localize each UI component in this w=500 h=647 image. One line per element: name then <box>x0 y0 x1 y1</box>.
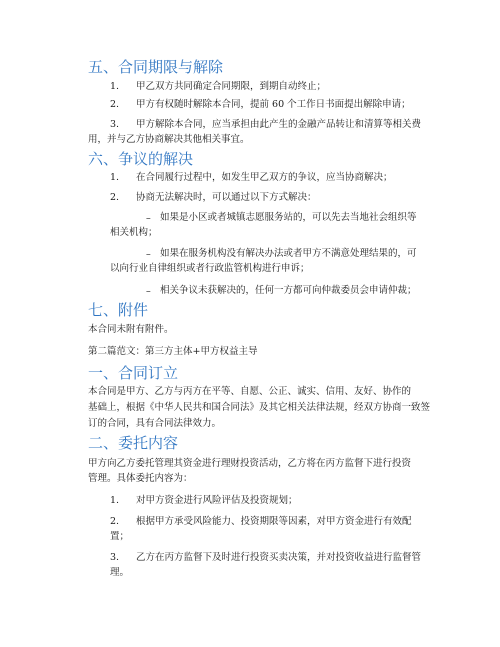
section-heading-contract-formation: 一、合同订立 <box>88 364 179 382</box>
list-item-text: 协商无法解决时，可以通过以下方式解决： <box>136 192 317 203</box>
list-item-text: 乙方在丙方监督下及时进行投资买卖决策，并对投资收益进行监督管 <box>136 552 422 563</box>
list-number: 1. <box>110 81 120 92</box>
list-item-text-continued: 理。 <box>110 567 130 578</box>
list-item-text: 甲方解除本合同，应当承担由此产生的金融产品转让和清算等相关费 <box>136 119 422 130</box>
list-item-text: 对甲方资金进行风险评估及投资规划； <box>136 495 298 506</box>
paragraph-line: 基础上，根据《中华人民共和国合同法》及其它相关法律法规，经双方协商一致签 <box>88 402 431 413</box>
sublist-item-text: 相关争议未获解决的，任何一方都可向仲裁委员会申请仲裁； <box>160 285 417 296</box>
paragraph-line: 本合同是甲方、乙方与丙方在平等、自愿、公正、诚实、信用、友好、协作的 <box>88 386 412 397</box>
list-number: 2. <box>110 99 120 110</box>
second-template-label: 第二篇范文：第三方主体+甲方权益主导 <box>88 346 258 357</box>
sublist-dash: – <box>146 286 151 297</box>
sublist-item-text: 如果在服务机构没有解决办法或者甲方不满意处理结果的，可 <box>160 248 417 259</box>
sublist-dash: – <box>146 249 151 260</box>
section-heading-dispute: 六、争议的解决 <box>88 150 194 168</box>
section-heading-entrustment: 二、委托内容 <box>88 434 179 452</box>
list-number: 1. <box>110 495 120 506</box>
paragraph-line: 订的合同，具有合同法律效力。 <box>88 418 222 429</box>
attachments-text: 本合同未附有附件。 <box>88 324 174 335</box>
list-item-text: 甲乙双方共同确定合同期限，到期自动终止； <box>136 81 327 92</box>
list-item-text: 根据甲方承受风险能力、投资期限等因素，对甲方资金进行有效配 <box>136 516 412 527</box>
sublist-item-text: 如果是小区或者城镇志愿服务站的，可以先去当地社会组织等 <box>160 212 417 223</box>
sublist-item-text-continued: 相关机构； <box>110 227 158 238</box>
sublist-dash: – <box>146 213 151 224</box>
paragraph-line: 管理。具体委托内容为： <box>88 473 193 484</box>
list-number: 2. <box>110 192 120 203</box>
list-number: 1. <box>110 172 120 183</box>
list-item-text-continued: 置； <box>110 531 130 542</box>
sublist-item-text-continued: 以向行业自律组织或者行政监管机构进行申诉； <box>110 263 310 274</box>
list-number: 2. <box>110 516 120 527</box>
section-heading-attachments: 七、附件 <box>88 301 149 319</box>
list-item-text: 甲方有权随时解除本合同，提前 60 个工作日书面提出解除申请； <box>136 99 411 110</box>
list-item-text-continued: 用，并与乙方协商解决其他相关事宜。 <box>88 134 250 145</box>
section-heading-contract-term: 五、合同期限与解除 <box>88 58 224 76</box>
list-number: 3. <box>110 552 120 563</box>
list-number: 3. <box>110 119 120 130</box>
paragraph-line: 甲方向乙方委托管理其资金进行理财投资活动，乙方将在丙方监督下进行投资 <box>88 458 412 469</box>
list-item-text: 在合同履行过程中，如发生甲乙双方的争议，应当协商解决； <box>136 172 393 183</box>
